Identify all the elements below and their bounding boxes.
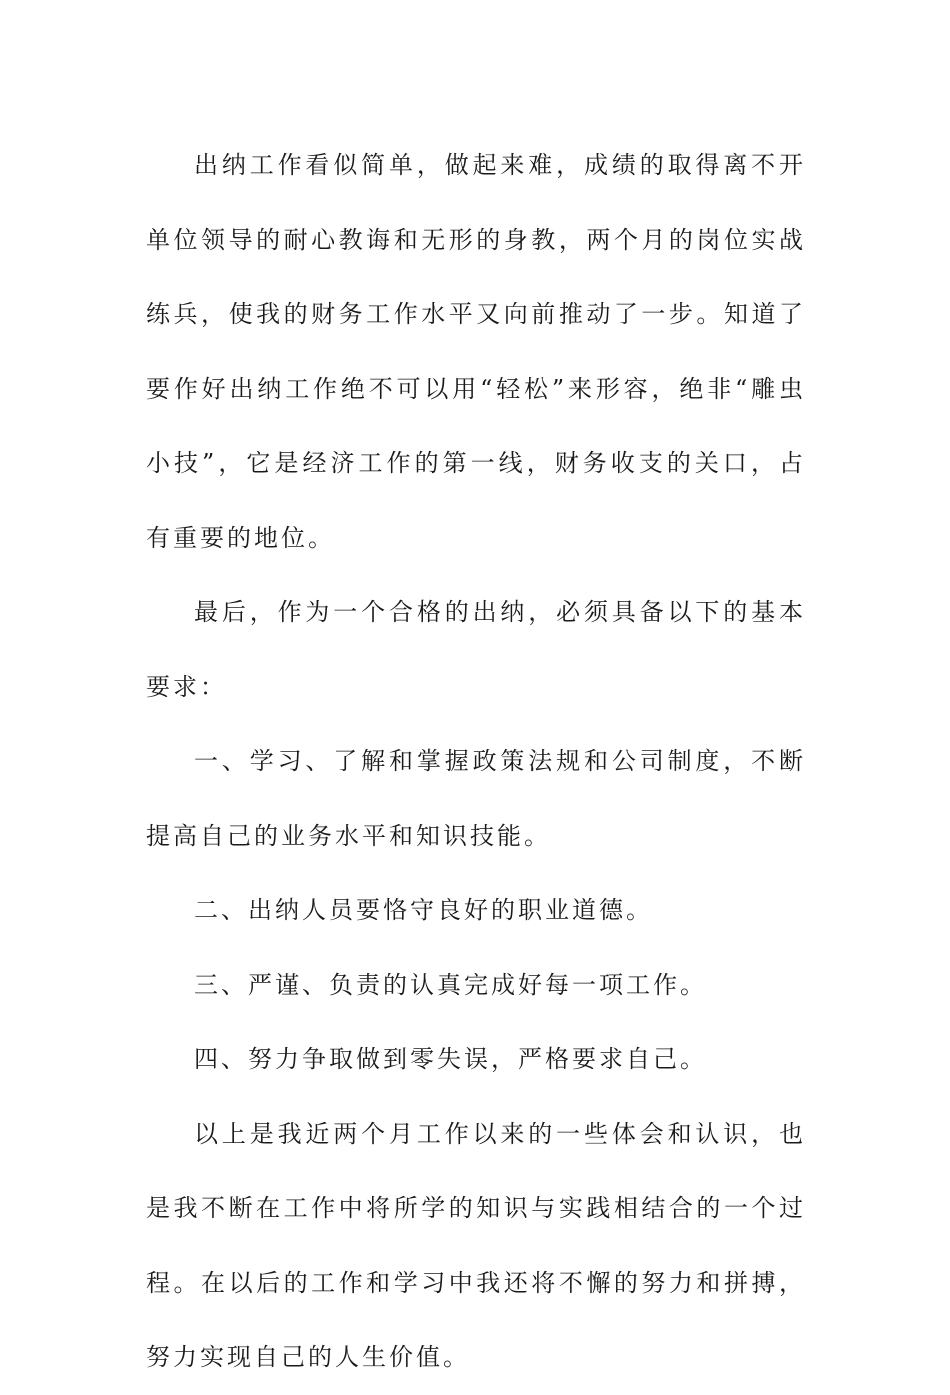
paragraph-conclusion: 以上是我近两个月工作以来的一些体会和认识，也是我不断在工作中将所学的知识与实践相结合的一个过程。在以后的工作和学习中我还将不懈的努力和拼搏，努力实现自己的人生价值。 [146,1119,806,1371]
paragraph-requirement-two: 二、出纳人员要恪守良好的职业道德。 [194,896,653,924]
document-page [146,128,806,1395]
paragraph-requirement-three: 三、严谨、负责的认真完成好每一项工作。 [194,970,707,999]
paragraph-requirement-four: 四、努力争取做到零失误，严格要求自己。 [194,1045,707,1073]
paragraph-requirement-one: 一、学习、了解和掌握政策法规和公司制度，不断提高自己的业务水平和知识技能。 [146,747,806,850]
paragraph-basic-requirements-intro: 最后，作为一个合格的出纳，必须具备以下的基本要求： [146,598,806,701]
paragraph-cashier-work: 出纳工作看似简单，做起来难，成绩的取得离不开单位领导的耐心教诲和无形的身教，两个月的岗位实战练兵，使我的财务工作水平又向前推动了一步。知道了要作好出纳工作绝不可以用“轻松”来形容，绝非“雕虫小技”，它是经济工作的第一线，财务收支的关口，占有重要的地位。 [146,151,806,552]
